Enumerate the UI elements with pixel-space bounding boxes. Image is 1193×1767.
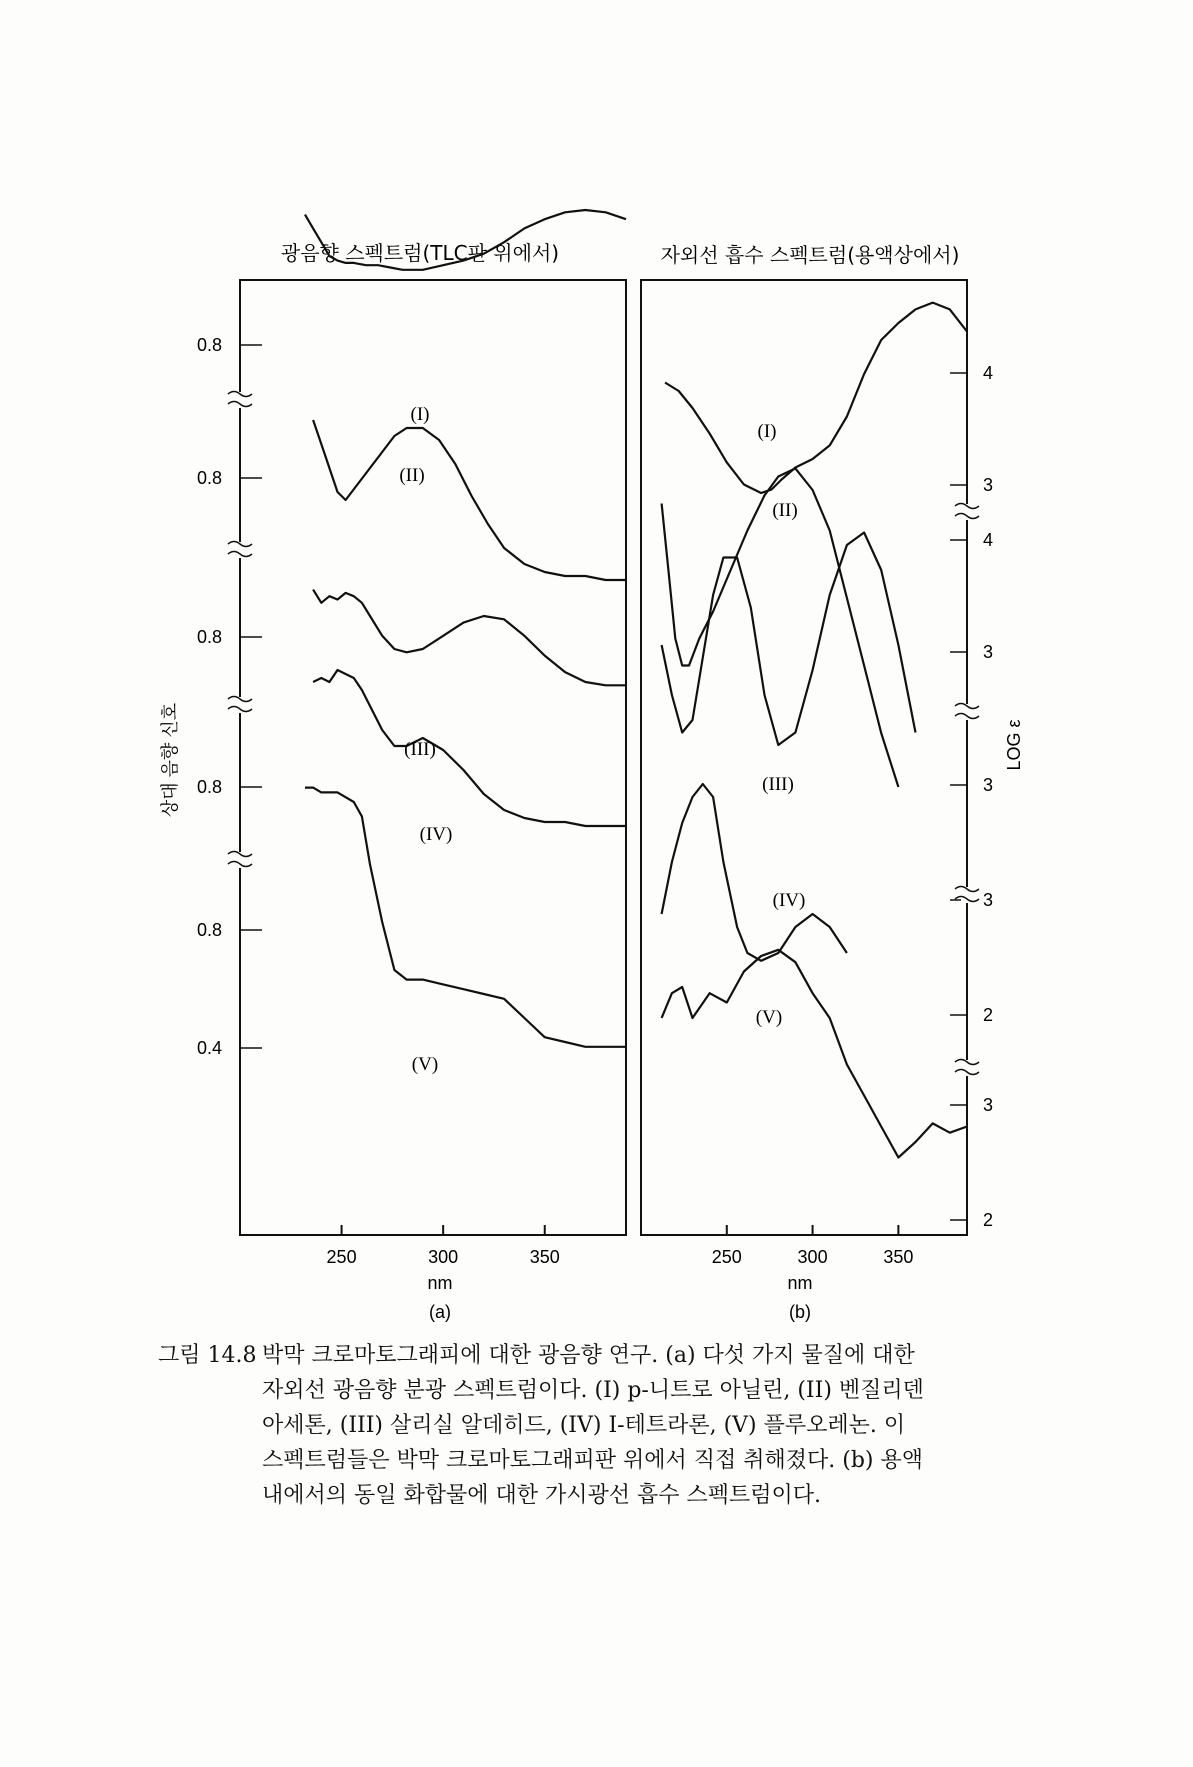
panel-a-title: 광음향 스펙트럼(TLC판 위에서) [280, 241, 560, 265]
series-label-a-5: (V) [411, 1054, 439, 1075]
series-label-a-1: (I) [410, 404, 430, 425]
series-label-b-5: (V) [755, 1007, 783, 1028]
series-line-a-5 [305, 788, 626, 1047]
panel-b-x-unit: nm [787, 1273, 813, 1293]
x-tick-label-b: 350 [883, 1247, 914, 1267]
series-label-b-1: (I) [757, 421, 777, 442]
curves-layer [305, 210, 967, 1158]
series-label-b-2: (II) [772, 500, 798, 521]
ticks-layer [197, 335, 993, 1267]
caption-line-4: 스펙트럼들은 박막 크로마토그래피판 위에서 직접 취해졌다. (b) 용액 [262, 1448, 924, 1473]
x-tick-label-a: 300 [428, 1247, 459, 1267]
series-label-b-4: (IV) [772, 890, 806, 911]
series-label-b-3: (III) [762, 774, 794, 795]
y-tick-label-b: 3 [983, 642, 994, 662]
y-tick-label-b: 3 [983, 475, 994, 495]
y-tick-label-a: 0.4 [196, 1038, 222, 1058]
figure-caption [158, 1338, 1038, 1513]
series-line-b-5 [662, 950, 967, 1158]
y-tick-label-b: 4 [983, 530, 994, 550]
y-tick-label-b: 2 [983, 1210, 994, 1230]
axis-break-b [955, 704, 979, 721]
caption-line-1: 박막 크로마토그래피에 대한 광음향 연구. (a) 다섯 가지 물질에 대한 [262, 1343, 915, 1368]
y-tick-label-a: 0.8 [196, 468, 222, 488]
series-line-a-4 [313, 670, 626, 826]
axis-break-b [955, 1060, 979, 1077]
axis-break-b [955, 504, 979, 521]
y-tick-label-b: 2 [983, 1005, 994, 1025]
axis-break-a [228, 697, 252, 714]
series-line-b-4 [662, 784, 847, 961]
y-tick-label-b: 4 [983, 363, 994, 383]
y-tick-label-b: 3 [983, 890, 994, 910]
x-tick-label-a: 250 [326, 1247, 357, 1267]
panel-a-tag: (a) [429, 1302, 451, 1322]
panel-b-title: 자외선 흡수 스펙트럼(용액상에서) [660, 243, 960, 267]
axis-break-a [228, 392, 252, 409]
panel-a-x-unit: nm [427, 1273, 453, 1293]
caption-line-2: 자외선 광음향 분광 스펙트럼이다. (I) p-니트로 아닐린, (II) 벤질리덴 [262, 1378, 924, 1403]
panel-b-frame [641, 280, 967, 1235]
panel-b-tag: (b) [789, 1302, 811, 1322]
series-label-a-4: (IV) [419, 824, 453, 845]
caption-line-5: 내에서의 동일 화합물에 대한 가시광선 흡수 스펙트럼이다. [262, 1483, 822, 1508]
series-line-a-2 [313, 420, 626, 580]
axis-break-a [228, 542, 252, 559]
left-axis-label: 상대 음향 신호 [160, 702, 180, 818]
y-tick-label-a: 0.8 [196, 627, 222, 647]
series-label-a-2: (II) [399, 465, 425, 486]
axis-break-a [228, 852, 252, 869]
y-tick-label-a: 0.8 [196, 920, 222, 940]
series-line-b-1 [665, 303, 967, 493]
x-tick-label-b: 250 [711, 1247, 742, 1267]
caption-line-3: 아세톤, (III) 살리실 알데히드, (IV) I-테트라론, (V) 플루오레논. 이 [262, 1413, 906, 1438]
series-line-a-3 [313, 590, 626, 686]
y-tick-label-b: 3 [983, 775, 994, 795]
series-label-a-3: (III) [404, 739, 436, 760]
x-tick-label-a: 350 [529, 1247, 560, 1267]
curve-labels-layer [399, 404, 805, 1075]
y-tick-label-a: 0.8 [196, 335, 222, 355]
y-tick-label-a: 0.8 [196, 777, 222, 797]
x-tick-label-b: 300 [797, 1247, 828, 1267]
caption-number: 그림 14.8 [158, 1343, 257, 1368]
right-axis-label: LOG ε [1004, 719, 1024, 771]
y-tick-label-b: 3 [983, 1095, 994, 1115]
